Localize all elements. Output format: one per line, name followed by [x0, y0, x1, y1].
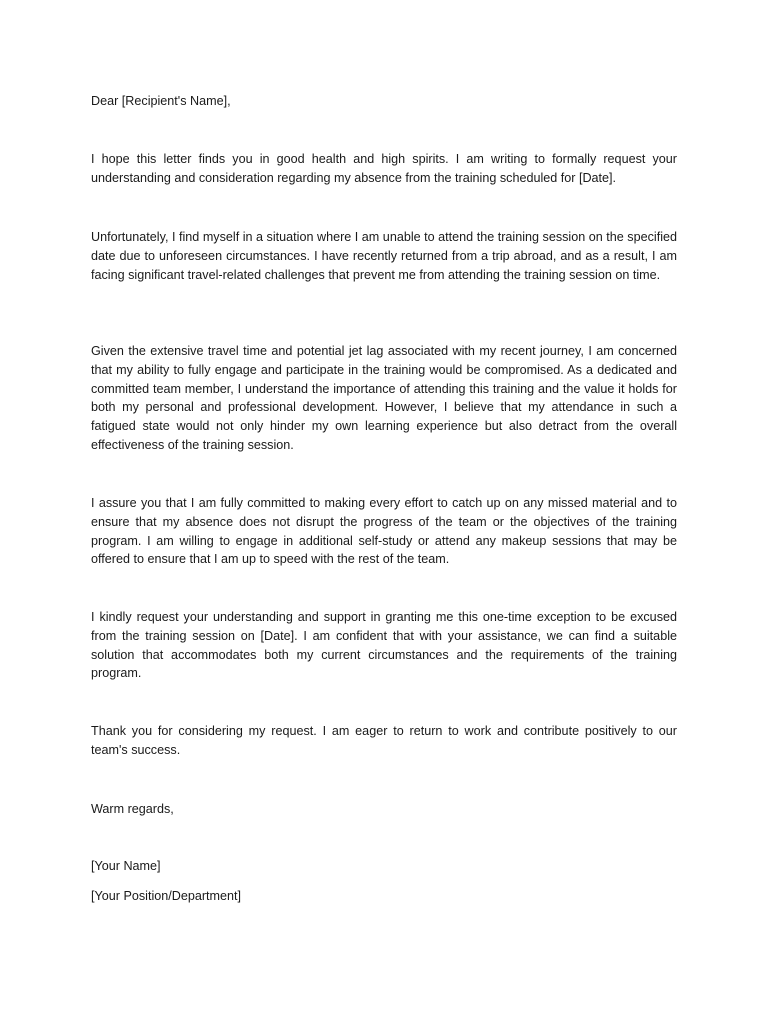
- paragraph-thanks: Thank you for considering my request. I am eager to return to work and contribute positively to our team's success.: [91, 724, 677, 757]
- paragraph-request: I kindly request your understanding and support in granting me this one-time exception to be excused from the training session on [Date]. I am confident that with your assistance, we can find a suitable solution that accommodates both my current circumstances and the requirements of the training program.: [91, 610, 677, 681]
- salutation: Dear [Recipient's Name],: [91, 94, 231, 108]
- paragraph-circumstances: Unfortunately, I find myself in a situation where I am unable to attend the training session on the specified date due to unforeseen circumstances. I have recently returned from a trip abroad, and as a result, I am facing significant travel-related challenges that prevent me from attending the training session on time.: [91, 230, 677, 282]
- paragraph-concerns: Given the extensive travel time and potential jet lag associated with my recent journey, I am concerned that my ability to fully engage and participate in the training would be compromised. As a dedicated and committed team member, I understand the importance of attending this training and the value it holds for both my personal and professional development. However, I believe that my attendance in such a fatigued state would not only hinder my own learning experience but also detract from the overall effectiveness of the training session.: [91, 344, 677, 452]
- signature-name: [Your Name]: [91, 859, 161, 873]
- signature-position: [Your Position/Department]: [91, 889, 242, 903]
- paragraph-commitment: I assure you that I am fully committed to making every effort to catch up on any missed material and to ensure that my absence does not disrupt the progress of the team or the objectives of the training program. I am willing to engage in additional self-study or attend any makeup sessions that may be offered to ensure that I am up to speed with the rest of the team.: [91, 496, 677, 567]
- paragraph-intro: I hope this letter finds you in good health and high spirits. I am writing to formally request your understanding and consideration regarding my absence from the training scheduled for [Date].: [91, 152, 677, 185]
- closing: Warm regards,: [91, 802, 174, 816]
